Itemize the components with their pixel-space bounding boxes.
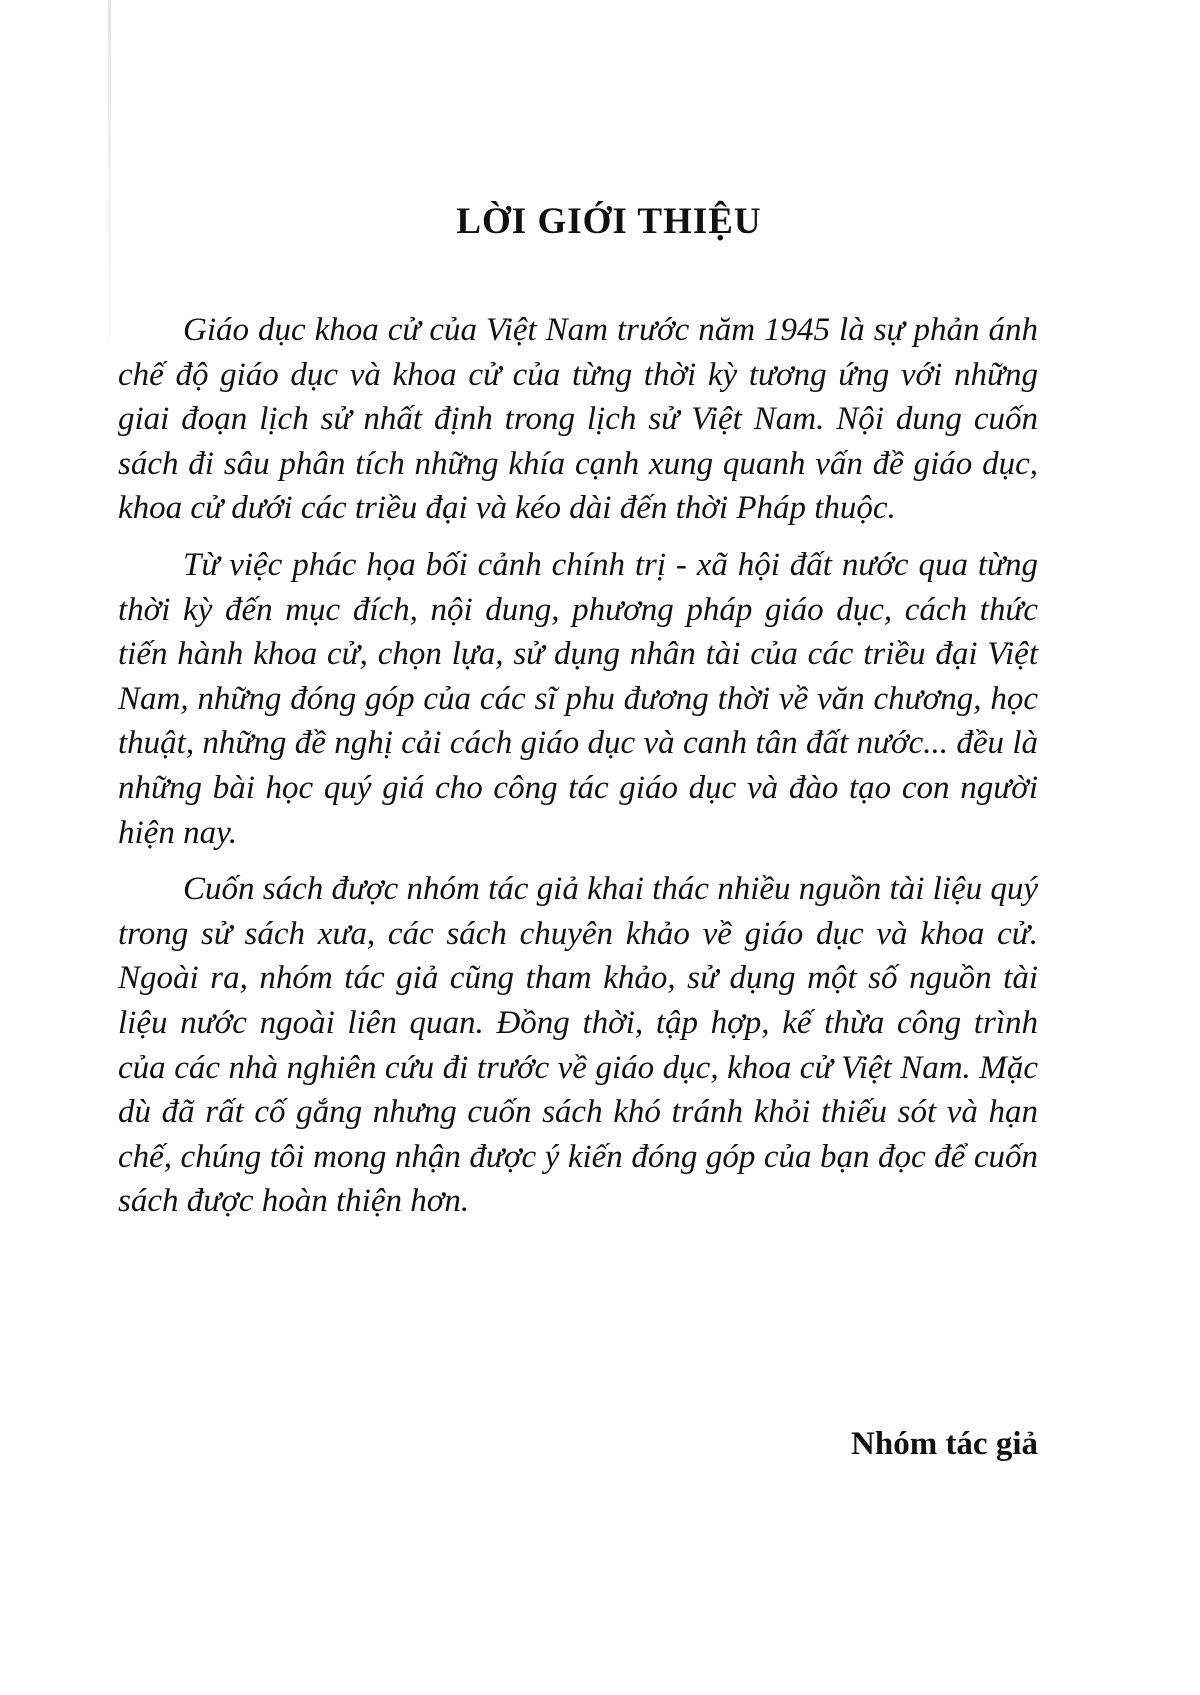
paragraph-1: Giáo dục khoa cử của Việt Nam trước năm 1945 là sự phản ánh chế độ giáo dục và khoa cử của từng thời kỳ tương ứng với những giai đoạn lịch sử nhất định trong lịch sử Việt Nam. Nội dung cuốn sách đi sâu phân tích những khía cạnh xung quanh vấn đề giáo dục, khoa cử dưới các triều đại và kéo dài đến thời Pháp thuộc. [118, 312, 1038, 527]
page-title: LỜI GIỚI THIỆU [456, 201, 762, 242]
scan-edge-shadow [108, 0, 111, 340]
document-body [118, 308, 1038, 1236]
author-signature: Nhóm tác giả [851, 1426, 1038, 1462]
paragraph-3: Cuốn sách được nhóm tác giả khai thác nhiều nguồn tài liệu quý trong sử sách xưa, các sách chuyên khảo về giáo dục và khoa cử. Ngoài ra, nhóm tác giả cũng tham khảo, sử dụng một số nguồn tài liệu nước ngoài liên quan. Đồng thời, tập hợp, kế thừa công trình của các nhà nghiên cứu đi trước về giáo dục, khoa cử Việt Nam. Mặc dù đã rất cố gắng nhưng cuốn sách khó tránh khỏi thiếu sót và hạn chế, chúng tôi mong nhận được ý kiến đóng góp của bạn đọc để cuốn sách được hoàn thiện hơn. [118, 871, 1038, 1220]
paragraph-2: Từ việc phác họa bối cảnh chính trị - xã hội đất nước qua từng thời kỳ đến mục đích, nội dung, phương pháp giáo dục, cách thức tiến hành khoa cử, chọn lựa, sử dụng nhân tài của các triều đại Việt Nam, những đóng góp của các sĩ phu đương thời về văn chương, học thuật, những đề nghị cải cách giáo dục và canh tân đất nước... đều là những bài học quý giá cho công tác giáo dục và đào tạo con người hiện nay. [118, 546, 1038, 851]
